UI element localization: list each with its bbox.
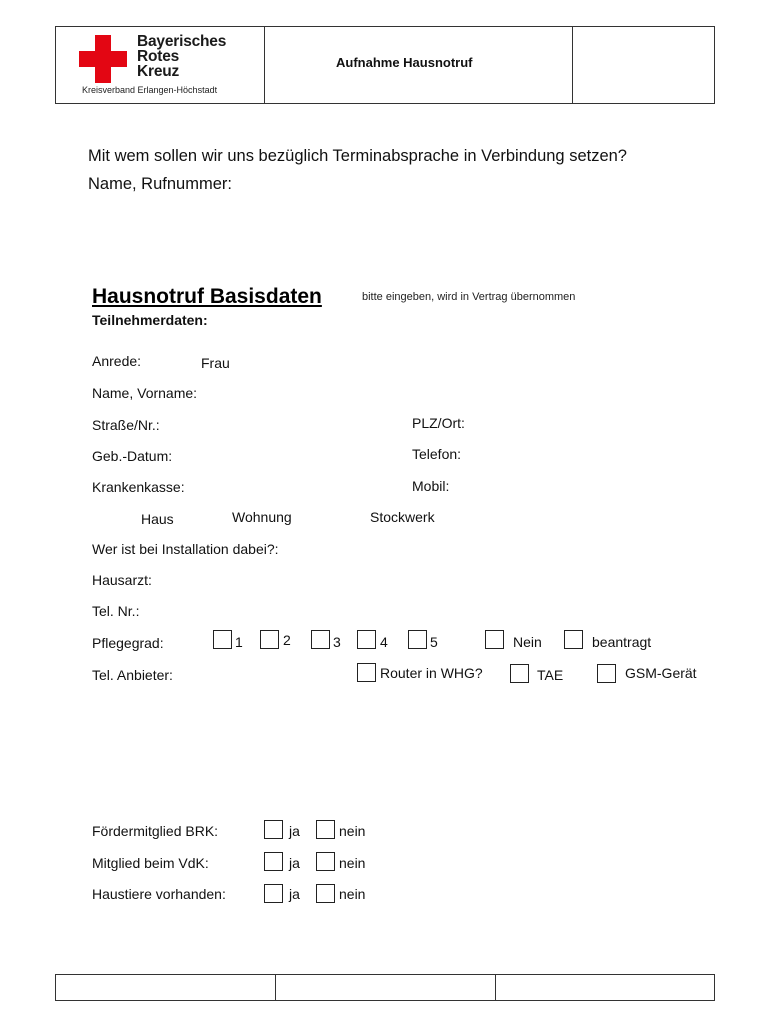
- telefon-label: Telefon:: [412, 446, 462, 462]
- wohnung-label: Wohnung: [232, 509, 292, 525]
- foerdermitglied-label: Fördermitglied BRK:: [92, 823, 219, 839]
- header-table: [55, 26, 715, 104]
- pflegegrad-4-checkbox[interactable]: [357, 630, 376, 649]
- anrede-label: Anrede:: [92, 353, 142, 369]
- pflegegrad-1-checkbox[interactable]: [213, 630, 232, 649]
- logo-text-line2: Rotes: [137, 48, 180, 65]
- tel-nr-label: Tel. Nr.:: [92, 603, 140, 619]
- mobil-label: Mobil:: [412, 478, 450, 494]
- logo-subtitle: Kreisverband Erlangen-Höchstadt: [82, 85, 218, 95]
- tae-label: TAE: [537, 667, 564, 683]
- name-label: Name, Vorname:: [92, 385, 198, 401]
- krankenkasse-label: Krankenkasse:: [92, 479, 185, 495]
- contact-question: Mit wem sollen wir uns bezüglich Terminabsprache in Verbindung setzen?: [88, 147, 627, 165]
- pflegegrad-beantragt-label: beantragt: [592, 634, 652, 650]
- haustiere-nein-checkbox[interactable]: [316, 884, 335, 903]
- section-note: bitte eingeben, wird in Vertrag übernommen: [362, 291, 576, 303]
- gsm-checkbox[interactable]: [597, 664, 616, 683]
- pflegegrad-3-label: 3: [333, 634, 341, 650]
- pflegegrad-3-checkbox[interactable]: [311, 630, 330, 649]
- form-title: Aufnahme Hausnotruf: [336, 55, 473, 70]
- gsm-label: GSM-Gerät: [625, 665, 697, 681]
- stockwerk-label: Stockwerk: [370, 509, 435, 525]
- foerdermitglied-ja-label: ja: [289, 823, 300, 839]
- tae-checkbox[interactable]: [510, 664, 529, 683]
- haustiere-ja-label: ja: [289, 886, 300, 902]
- vdk-nein-label: nein: [339, 855, 366, 871]
- pflegegrad-1-label: 1: [235, 634, 243, 650]
- strasse-label: Straße/Nr.:: [92, 417, 160, 433]
- pflegegrad-nein-label: Nein: [513, 634, 542, 650]
- haustiere-ja-checkbox[interactable]: [264, 884, 283, 903]
- participant-subheading: Teilnehmerdaten:: [92, 312, 208, 328]
- tel-anbieter-label: Tel. Anbieter:: [92, 667, 173, 683]
- installation-label: Wer ist bei Installation dabei?:: [92, 541, 279, 557]
- router-label: Router in WHG?: [380, 665, 483, 681]
- pflegegrad-4-label: 4: [380, 634, 388, 650]
- vdk-label: Mitglied beim VdK:: [92, 855, 209, 871]
- red-cross-icon: [79, 35, 127, 83]
- section-title: Hausnotruf Basisdaten: [92, 285, 322, 308]
- pflegegrad-5-checkbox[interactable]: [408, 630, 427, 649]
- haustiere-nein-label: nein: [339, 886, 366, 902]
- geb-datum-label: Geb.-Datum:: [92, 448, 173, 464]
- logo-text-line3: Kreuz: [137, 63, 180, 80]
- foerdermitglied-nein-checkbox[interactable]: [316, 820, 335, 839]
- footer-table: [55, 974, 715, 1001]
- router-checkbox[interactable]: [357, 663, 376, 682]
- pflegegrad-nein-checkbox[interactable]: [485, 630, 504, 649]
- hausarzt-label: Hausarzt:: [92, 572, 152, 588]
- pflegegrad-2-checkbox[interactable]: [260, 630, 279, 649]
- contact-name-phone-label: Name, Rufnummer:: [88, 175, 232, 193]
- pflegegrad-beantragt-checkbox[interactable]: [564, 630, 583, 649]
- plz-label: PLZ/Ort:: [412, 415, 465, 431]
- vdk-nein-checkbox[interactable]: [316, 852, 335, 871]
- anrede-value[interactable]: Frau: [201, 355, 230, 371]
- pflegegrad-5-label: 5: [430, 634, 438, 650]
- haus-label: Haus: [141, 511, 174, 527]
- foerdermitglied-nein-label: nein: [339, 823, 366, 839]
- pflegegrad-label: Pflegegrad:: [92, 635, 164, 651]
- pflegegrad-2-label: 2: [283, 632, 291, 648]
- haustiere-label: Haustiere vorhanden:: [92, 886, 226, 902]
- logo-text-line1: Bayerisches: [137, 33, 227, 50]
- foerdermitglied-ja-checkbox[interactable]: [264, 820, 283, 839]
- vdk-ja-label: ja: [289, 855, 300, 871]
- vdk-ja-checkbox[interactable]: [264, 852, 283, 871]
